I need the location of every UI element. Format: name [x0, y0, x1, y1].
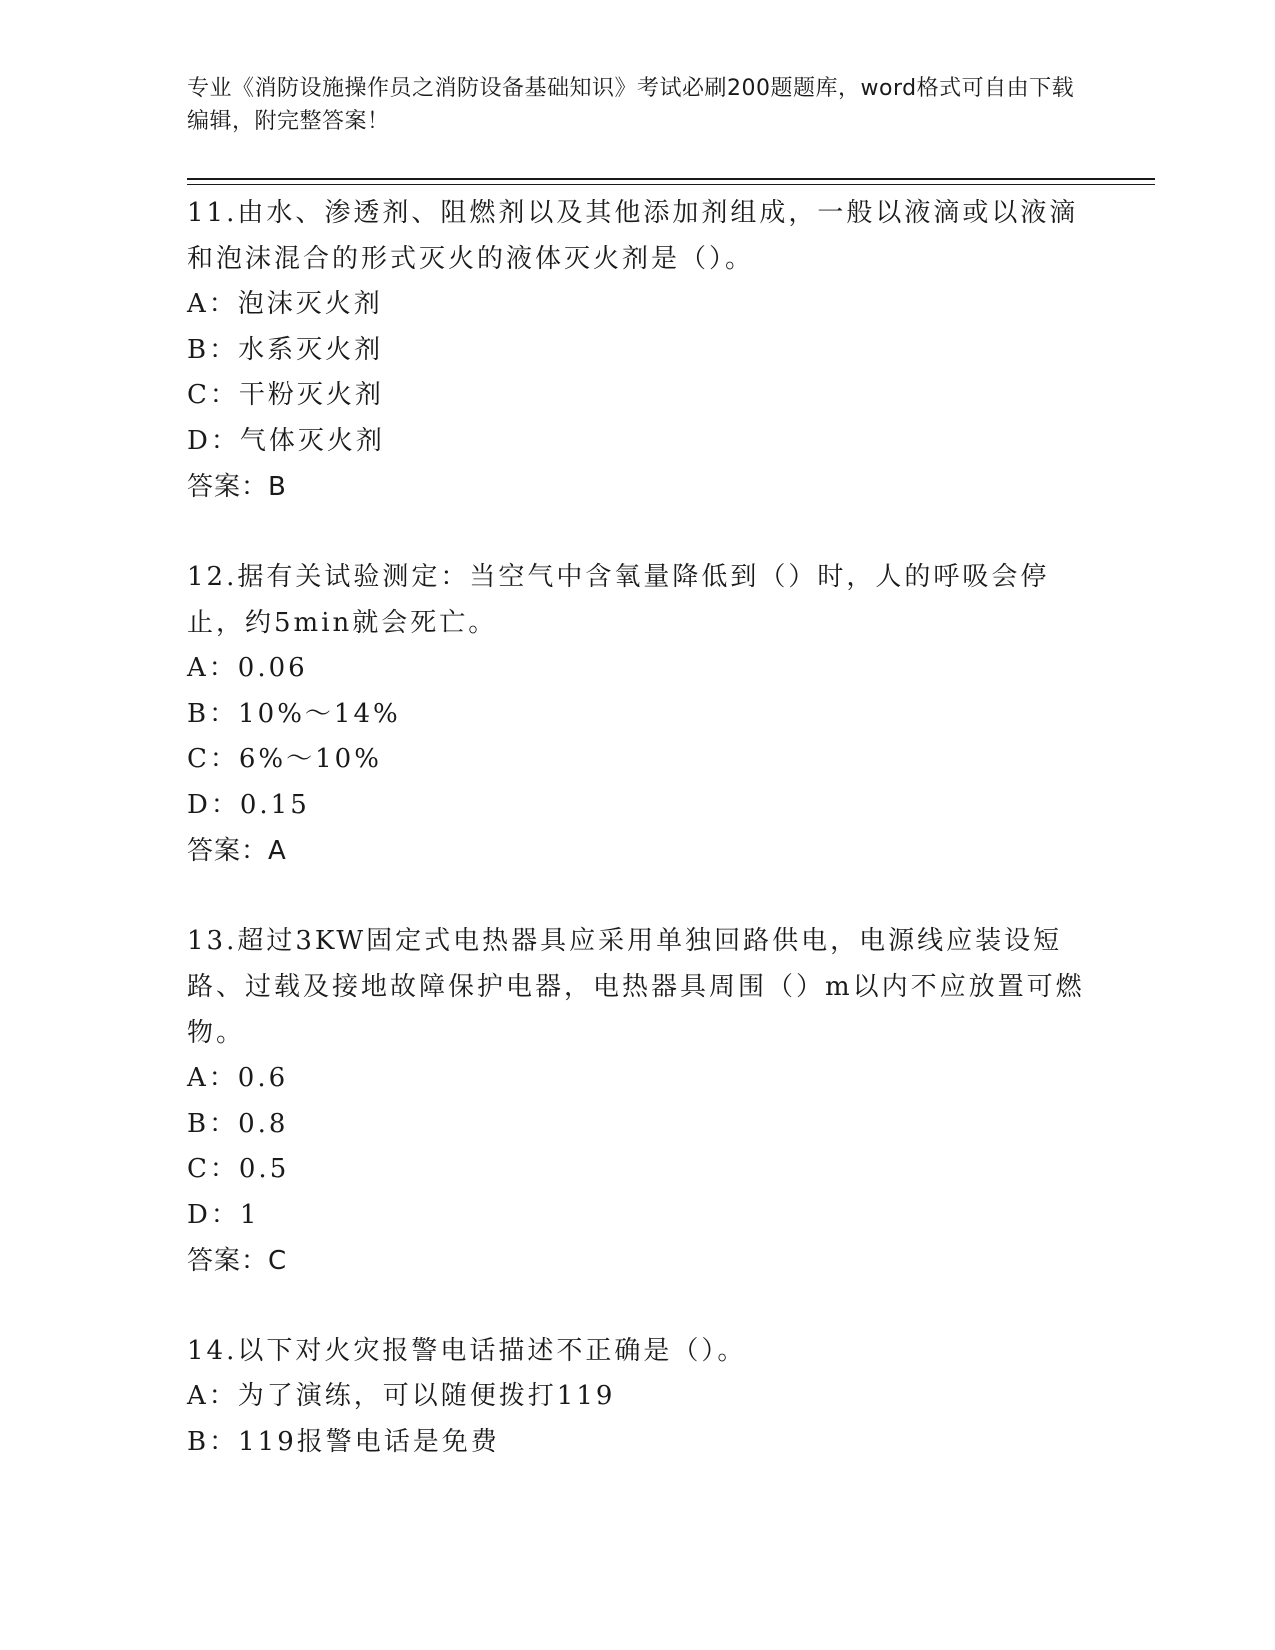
question-14 [187, 1328, 1087, 1465]
header-rule-thin [187, 184, 1155, 185]
question-stem: 11.由水、渗透剂、阻燃剂以及其他添加剂组成，一般以液滴或以液滴和泡沫混合的形式灭火的液体灭火剂是（）。 [187, 198, 1079, 274]
question-12 [187, 554, 1087, 874]
question-stem: 12.据有关试验测定：当空气中含氧量降低到（）时，人的呼吸会停止，约5min就会死亡。 [187, 562, 1050, 638]
option-d: D：气体灭火剂 [187, 425, 385, 456]
option-b: B：水系灭火剂 [187, 334, 384, 365]
option-b: B：0.8 [187, 1108, 289, 1139]
option-a: A：泡沫灭火剂 [187, 289, 383, 319]
question-list [187, 190, 1087, 1509]
question-stem: 13.超过3KW固定式电热器具应采用单独回路供电，电源线应装设短路、过载及接地故障保护电器，电热器具周围（）m以内不应放置可燃物。 [187, 926, 1085, 1048]
question-11 [187, 190, 1087, 510]
answer-line: 答案：A [187, 836, 287, 866]
option-a: A：0.6 [187, 1063, 289, 1093]
answer-line: 答案：B [187, 472, 287, 502]
option-d: D：1 [187, 1199, 260, 1230]
option-c: C：0.5 [187, 1154, 290, 1184]
question-stem: 14.以下对火灾报警电话描述不正确是（）。 [187, 1336, 747, 1366]
option-c: C：6%～10% [187, 744, 382, 774]
question-13 [187, 918, 1087, 1284]
option-b: B：10%～14% [187, 698, 401, 729]
answer-line: 答案：C [187, 1246, 288, 1276]
option-c: C：干粉灭火剂 [187, 380, 384, 410]
header-title: 专业《消防设施操作员之消防设备基础知识》考试必刷200题题库，word格式可自由下载编辑，附完整答案！ [187, 76, 1075, 134]
option-b: B：119报警电话是免费 [187, 1426, 500, 1457]
header-rule-thick [187, 178, 1155, 180]
option-a: A：为了演练，可以随便拨打119 [187, 1381, 616, 1411]
option-a: A：0.06 [187, 653, 308, 683]
option-d: D：0.15 [187, 789, 310, 820]
document-header [187, 72, 1087, 138]
